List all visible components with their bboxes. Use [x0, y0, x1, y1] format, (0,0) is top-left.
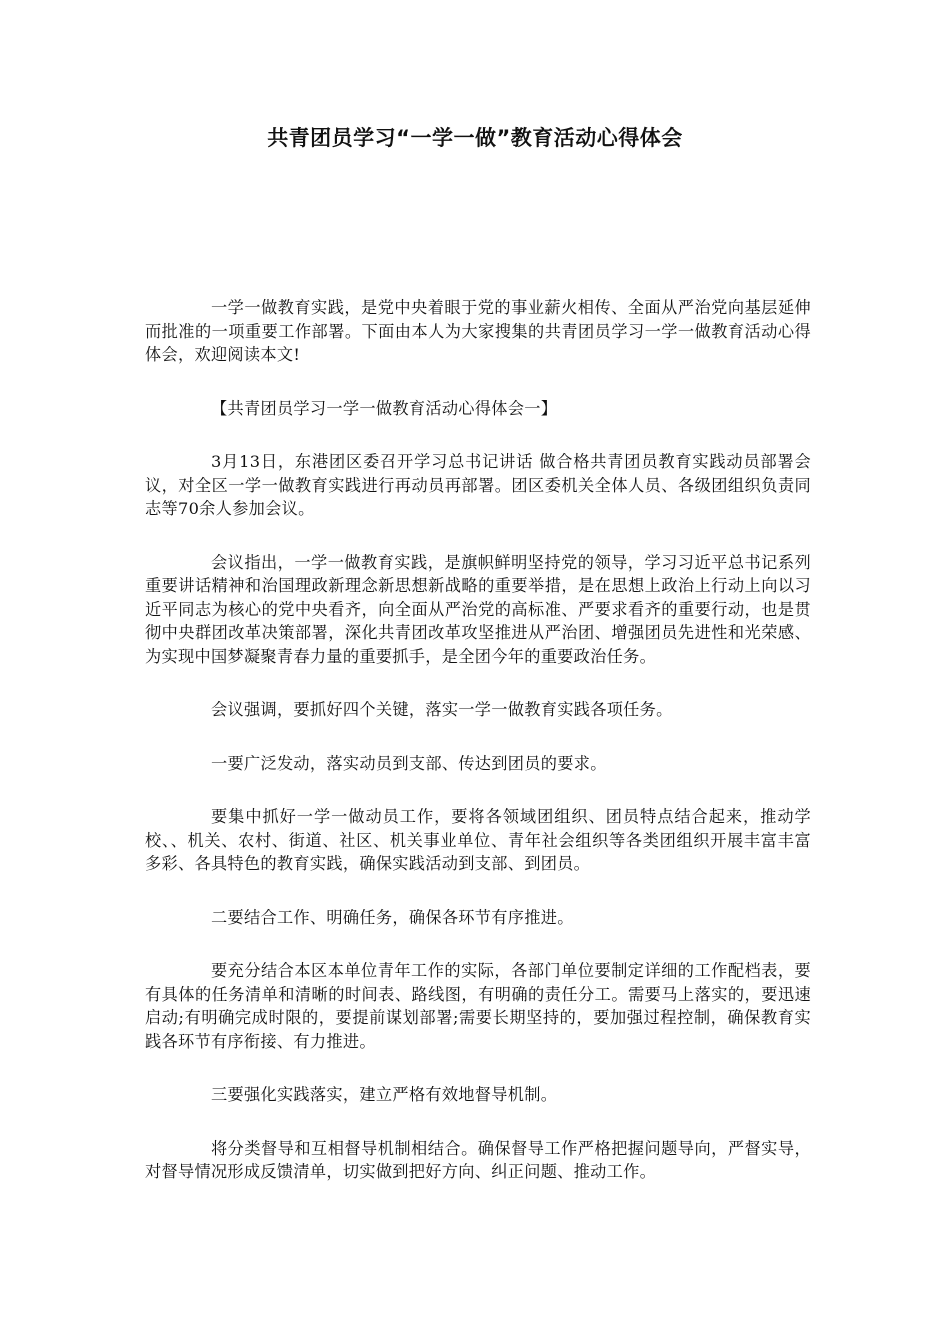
- paragraph-point-three: 三要强化实践落实，建立严格有效地督导机制。: [211, 1085, 558, 1104]
- paragraph-intro: 一学一做教育实践，是党中央着眼于党的事业薪火相传、全面从严治党向基层延伸而批准的一项重要工作部署。下面由本人为大家搜集的共青团员学习一学一做教育活动心得体会，欢迎阅读本文!: [145, 298, 811, 364]
- document-title: 共青团员学习“一学一做”教育活动心得体会: [267, 126, 683, 150]
- paragraph-point-two: 二要结合工作、明确任务，确保各环节有序推进。: [211, 907, 574, 927]
- paragraph-point-one-detail: 要集中抓好一学一做动员工作，要将各领域团组织、团员特点结合起来，推动学校、、机关、农村、街道、社区、机关事业单位、青年社会组织等各类团组织开展丰富丰富多彩、各具特色的教育实践，确保实践活动到支部、到团员。: [145, 807, 811, 873]
- paragraph-point-one: 一要广泛发动，落实动员到支部、传达到团员的要求。: [211, 753, 607, 773]
- paragraph-point-three-detail: 将分类督导和互相督导机制相结合。确保督导工作严格把握问题导向，严督实导，对督导情况形成反馈清单，切实做到把好方向、纠正问题、推动工作。: [145, 1138, 811, 1181]
- paragraph-meeting-points: 会议指出，一学一做教育实践，是旗帜鲜明坚持党的领导，学习习近平总书记系列重要讲话精神和治国理政新理念新思想新战略的重要举措，是在思想上政治上行动上向以习近平同志为核心的党中央看齐，向全面从严治党的高标准、严要求看齐的重要行动，也是贯彻中央群团改革决策部署，深化共青团改革攻坚推进从严治团、增强团员先进性和光荣感、为实现中国梦凝聚青春力量的重要抓手，是全团今年的重要政治任务。: [145, 552, 811, 666]
- document-body: [145, 296, 811, 1214]
- paragraph-emphasis: 会议强调，要抓好四个关键，落实一学一做教育实践各项任务。: [211, 700, 673, 719]
- section-heading: 【共青团员学习一学一做教育活动心得体会一】: [211, 398, 558, 418]
- paragraph-point-two-detail: 要充分结合本区本单位青年工作的实际，各部门单位要制定详细的工作配档表，要有具体的任务清单和清晰的时间表、路线图，有明确的责任分工。需要马上落实的，要迅速启动;有明确完成时限的，要提前谋划部署;需要长期坚持的，要加强过程控制，确保教育实践各环节有序衔接、有力推进。: [145, 961, 811, 1051]
- paragraph-meeting: 3月13日，东港团区委召开学习总书记讲话 做合格共青团员教育实践动员部署会议，对全区一学一做教育实践进行再动员再部署。团区委机关全体人员、各级团组织负责同志等70余人参加会议。: [145, 452, 811, 518]
